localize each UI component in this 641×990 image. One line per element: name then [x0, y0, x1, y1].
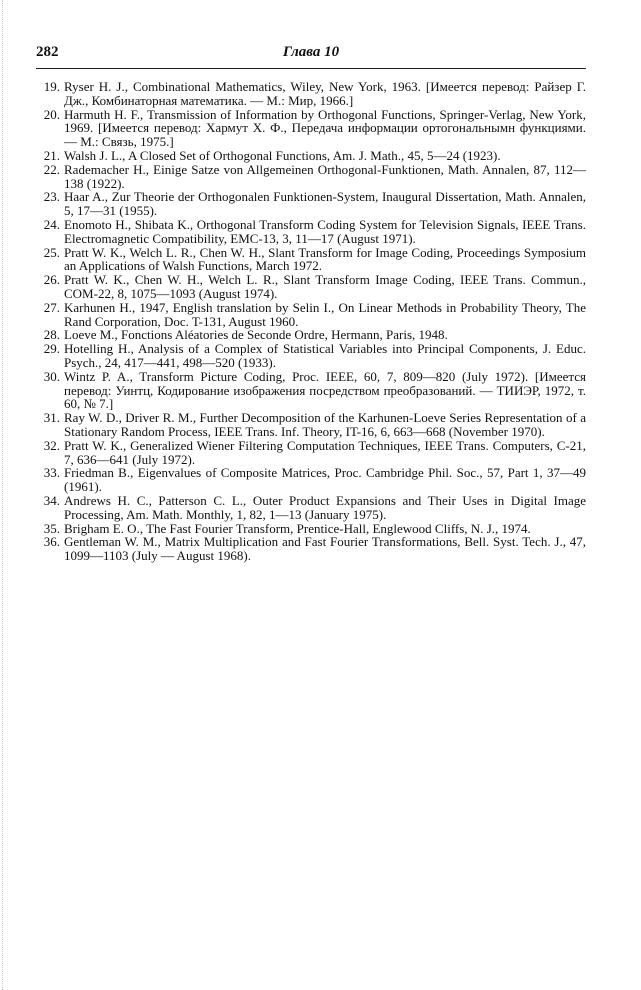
reference-number: 23.	[43, 189, 60, 205]
reference-text: Harmuth H. F., Transmission of Information by Orthogonal Functions, Springer-Verlag, New York, 1969. [Имеется перевод: Хармут Х. Ф., Передача информации ортогональнымн функциями. — М.: Связь, 1975.]	[64, 106, 586, 150]
reference-item	[36, 273, 586, 301]
reference-number: 25.	[43, 244, 60, 260]
reference-number: 34.	[43, 492, 60, 508]
reference-number: 33.	[43, 465, 60, 481]
reference-item	[36, 218, 586, 246]
reference-text: Hotelling H., Analysis of a Complex of Statistical Variables into Principal Components, J. Educ. Psych., 24, 417—441, 498—520 (1933).	[64, 341, 586, 370]
reference-text: Gentleman W. M., Matrix Multiplication and Fast Fourier Transformations, Bell. Syst. Tech. J., 47, 1099—1103 (July — August 1968).	[64, 534, 586, 564]
reference-item	[36, 342, 586, 370]
reference-text: Pratt W. K., Welch L. R., Chen W. H., Slant Transform for Image Coding, Proceedings Symposium an Applications of Walsh Functions, March 1972.	[64, 244, 586, 274]
reference-number: 22.	[43, 161, 60, 177]
reference-item	[36, 246, 586, 274]
reference-item	[36, 439, 586, 467]
reference-number: 31.	[43, 410, 60, 426]
reference-number: 21.	[43, 147, 60, 163]
reference-number: 19.	[43, 79, 60, 94]
reference-item	[36, 301, 586, 329]
reference-item	[36, 494, 586, 522]
reference-text: Ray W. D., Driver R. M., Further Decomposition of the Karhunen-Loeve Series Representation of a Stationary Random Process, IEEE Trans. Inf. Theory, IT-16, 6, 663—668 (November 1970).	[64, 410, 586, 439]
reference-number: 28.	[43, 327, 60, 343]
reference-number: 29.	[43, 341, 60, 357]
reference-item	[36, 522, 586, 536]
reference-item	[36, 163, 586, 191]
reference-text: Andrews H. C., Patterson C. L., Outer Product Expansions and Their Uses in Digital Image Processing, Am. Math. Monthly, 1, 82, 1—13 (January 1975).	[64, 492, 586, 522]
reference-text: Brigham E. O., The Fast Fourier Transform, Prentice-Hall, Englewood Cliffs, N. J., 1974.	[64, 520, 531, 536]
reference-number: 36.	[43, 534, 60, 550]
reference-text: Loeve M., Fonctions Aléatories de Seconde Ordre, Hermann, Paris, 1948.	[64, 327, 448, 343]
reference-number: 27.	[43, 299, 60, 315]
page-header	[36, 44, 586, 66]
reference-item	[36, 80, 586, 108]
reference-text: Enomoto H., Shibata K., Orthogonal Transform Coding System for Television Signals, IEEE Trans. Electromagnetic Compatibility, EMC-13, 3, 11—17 (August 1971).	[64, 216, 586, 246]
reference-item	[36, 466, 586, 494]
reference-text: Karhunen H., 1947, English translation by Selin I., On Linear Methods in Probability Theory, The Rand Corporation, Doc. T-131, August 1960.	[64, 299, 586, 329]
reference-text: Haar A., Zur Theorie der Orthogonalen Funktionen-System, Inaugural Dissertation, Math. Annalen, 5, 17—31 (1955).	[64, 189, 586, 219]
reference-number: 26.	[43, 272, 60, 288]
page-number: 282	[36, 44, 59, 60]
header-rule	[36, 68, 586, 69]
reference-text: Wintz P. A., Transform Picture Coding, Proc. IEEE, 60, 7, 809—820 (July 1972). [Имеется перевод: Уинтц, Кодирование изображения посредством преобразований. — ТИИЭР, 1972, т. 60, № 7.]	[64, 368, 586, 412]
reference-text: Pratt W. K., Chen W. H., Welch L. R., Slant Transform Image Coding, IEEE Trans. Commun., COM-22, 8, 1075—1093 (August 1974).	[64, 272, 586, 301]
reference-text: Friedman B., Eigenvalues of Composite Matrices, Proc. Cambridge Phil. Soc., 57, Part 1, 37—49 (1961).	[64, 465, 586, 495]
chapter-title: Глава 10	[282, 44, 340, 60]
reference-number: 32.	[43, 437, 60, 453]
reference-number: 35.	[43, 520, 60, 536]
reference-number: 20.	[43, 106, 60, 122]
reference-number: 30.	[43, 368, 60, 384]
reference-text: Rademacher H., Einige Satze von Allgemeinen Orthogonal-Funktionen, Math. Annalen, 87, 112—138 (1922).	[64, 161, 586, 191]
reference-item	[36, 328, 586, 342]
page-edge-line	[2, 0, 3, 990]
reference-item	[36, 370, 586, 411]
reference-text: Ryser H. J., Combinational Mathematics, Wiley, New York, 1963. [Имеется перевод: Райзер Г. Дж., Комбинаторная математика. — М.: Мир, 1966.]	[64, 79, 586, 108]
reference-text: Pratt W. K., Generalized Wiener Filtering Computation Techniques, IEEE Trans. Computers, C-21, 7, 636—641 (July 1972).	[64, 437, 586, 467]
reference-text: Walsh J. L., A Closed Set of Orthogonal Functions, Am. J. Math., 45, 5—24 (1923).	[64, 147, 501, 163]
reference-item	[36, 190, 586, 218]
reference-item	[36, 411, 586, 439]
reference-item	[36, 108, 586, 149]
reference-number: 24.	[43, 216, 60, 232]
reference-item	[36, 149, 586, 163]
reference-list	[36, 80, 586, 563]
reference-item	[36, 535, 586, 563]
